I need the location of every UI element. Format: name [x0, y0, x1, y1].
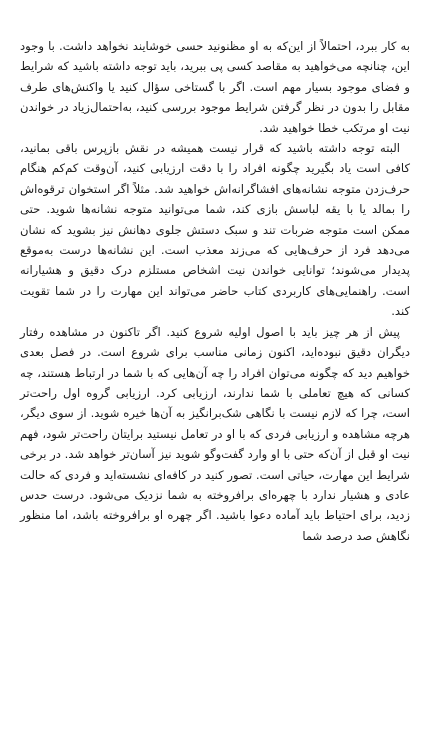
body-text	[20, 36, 410, 546]
paragraph-3: پیش از هر چیز باید با اصول اولیه شروع کنید. اگر تاکنون در مشاهده رفتار دیگران دقیق نبوده‌اید، اکنون زمانی مناسب برای شروع است. در فصل بعدی خواهیم دید که چگونه می‌توان افراد را چه آن‌هایی که با شما در ارتباط هستند، چه کسانی که هیچ تعاملی با شما ندارند، ارزیابی کرد. ارزیابی گروه اول راحت‌تر است، چرا که لازم نیست با نگاهی شک‌برانگیز به آن‌ها خیره شوید. از سوی دیگر، هرچه مشاهده و ارزیابی فردی که با او در تعامل نیستید برایتان راحت‌تر شود، فهم نیت او قبل از آن‌که حتی با او وارد گفت‌وگو شوید نیز آسان‌تر خواهد شد. در برخی شرایط این مهارت، حیاتی است. تصور کنید در کافه‌ای نشسته‌اید و فردی که حالت عادی و هشیار ندارد با چهره‌ای برافروخته به شما نزدیک می‌شود. درست حدس زدید، برای احتیاط باید آماده دعوا باشید. اگر چهره او برافروخته باشد، اما منظور نگاهش صد درصد شما	[20, 324, 410, 543]
paragraph-2: البته توجه داشته باشید که قرار نیست همیشه در نقش بازپرس باقی بمانید، کافی است یاد بگیرید چگونه افراد را با دقت ارزیابی کنید، آن‌وقت کم‌کم هنگام حرف‌زدن متوجه نشانه‌های افشاگرانه‌اش خواهید شد. مثلاً اگر استخوان ترقوه‌اش را بمالد یا با یقه لباسش بازی کند، شما می‌توانید متوجه نشانه‌ها شوید. حتی ممکن است متوجه ضربات تند و سبک دستش جلوی دهانش نیز بشوید که نشان می‌دهد فرد از حرف‌هایی که می‌زند معذب است. این نشانه‌ها درست به‌موقع پدیدار می‌شوند؛ توانایی خواندن نیت اشخاص مستلزم درک دقیق و هشیارانه است. راهنمایی‌های کاربردی کتاب حاضر می‌تواند این مهارت را در شما تقویت کند.	[20, 141, 410, 319]
paragraph-1: به کار ببرد، احتمالاً از این‌که به او مظنونید حسی خوشایند نخواهد داشت. با وجود این، چنانچه می‌خواهید به مقاصد کسی پی ببرید، باید توجه داشته باشید که شرایط و فضای موجود بسیار مهم است. اگر با گستاخی سؤال کنید یا واکنش‌های طرف مقابل را بدون در نظر گرفتن شرایط موجود بررسی کنید، به‌احتمال‌زیاد در خواندن نیت او مرتکب خطا خواهید شد.	[20, 39, 410, 135]
